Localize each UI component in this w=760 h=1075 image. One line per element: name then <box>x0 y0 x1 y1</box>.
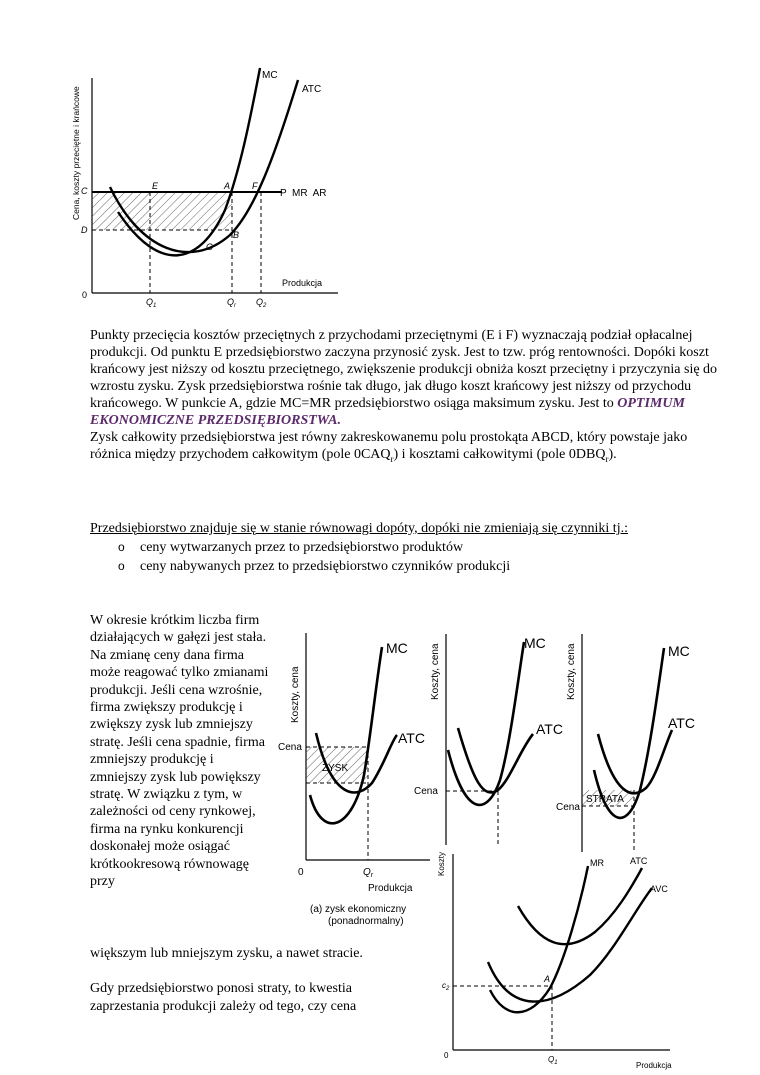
tick-qr: $Q_r$ <box>227 297 237 309</box>
price-label: Cena <box>556 802 580 813</box>
mc-label: MC <box>524 635 546 651</box>
origin-label: 0 <box>82 290 88 300</box>
tick-q1: $Q_1$ <box>548 1055 558 1066</box>
point-f: F <box>252 181 258 191</box>
profit-label: ZYSK <box>322 763 349 774</box>
paragraph-optimum: Punkty przecięcia kosztów przeciętnych z przychodami przeciętnymi (E i F) wyznaczają podział opłacalnej produkcji. Od punktu E przedsiębiorstwo zaczyna przynosić zysk. Jest to tzw. próg rentowności. Dopóki koszt krańcowy jest niższy od kosztu przeciętnego, zwiększenie produkcji obniża koszt przeciętny i przyczynia się do wzrostu zysku. Zysk przedsiębiorstwa rośnie tak długo, jak długo koszt krańcowy jest niższy od przychodu krańcowego. W punkcie A, gdzie MC=MR przedsiębiorstwo osiąga maksimum zysku. Jest to OPTIMUM EKONOMICZNE PRZEDSIĘBIORSTWA. Zysk całkowity przedsiębiorstwa jest równy zakreskowanemu polu prostokąta ABCD, który powstaje jako różnica między przychodem całkowitym (pole $0CAQ_r$) i kosztami całkowitymi (pole $0DBQ_r$). <box>90 328 718 464</box>
chart-profit-maximization <box>70 60 350 310</box>
caption-line1: (a) zysk ekonomiczny <box>310 904 407 915</box>
mc-curve <box>448 642 524 805</box>
mr-label: MR <box>590 858 604 868</box>
mc-label: MC <box>668 643 690 659</box>
chart-economic-profit <box>272 625 437 930</box>
point-c: C <box>81 186 88 196</box>
avc-label: AVC <box>650 884 668 894</box>
profit-area <box>92 192 232 230</box>
x-axis-label: Produkcja <box>368 883 413 894</box>
atc-label: ATC <box>398 730 425 746</box>
chart-loss <box>556 630 712 855</box>
origin-label: 0 <box>298 867 304 878</box>
atc-label: ATC <box>302 84 322 95</box>
y-axis-label: Koszty, cena <box>290 666 301 723</box>
origin-label: 0 <box>444 1051 449 1060</box>
emphasis-optimum: OPTIMUM EKONOMICZNE PRZEDSIĘBIORSTWA <box>90 396 685 428</box>
loss-text: Gdy przedsiębiorstwo ponosi straty, to kwestia zaprzestania produkcji zależy od tego, czy cena <box>90 981 357 1014</box>
y-axis-label: Koszty, cena <box>430 643 441 700</box>
c2-label: $c_2$ <box>442 981 450 992</box>
y-axis-label: Koszty <box>437 851 446 876</box>
price-line-label: P MR AR <box>280 188 327 199</box>
equilibrium-list <box>118 538 510 576</box>
short-run-text: W okresie krótkim liczba firm działających w gałęzi jest stała. Na zmianę ceny dana firma może reagować tylko zmianami produkcji. Jeśli cena wzrośnie, firma zwiększy produkcję i zwiększy zysk lub zmniejszy stratę. Jeśli cena spadnie, firma zmniejszy produkcję i zmniejszy zysk lub powiększy stratę. W związku z tym, w zależności od ceny rynkowej, firma na rynku konkurencji doskonałej może osiągać krótkookresową równowagę przy <box>90 613 269 890</box>
tick-qr: $Q_r$ <box>363 867 374 879</box>
point-e: E <box>152 181 159 191</box>
atc-label: ATC <box>668 715 695 731</box>
x-axis-label: Produkcja <box>282 278 323 288</box>
short-run-tail: większym lub mniejszym zysku, a nawet stracie. <box>90 946 363 961</box>
x-axis-label: Produkcja <box>636 1061 672 1070</box>
atc-curve <box>458 728 533 792</box>
chart-normal-profit <box>414 630 568 850</box>
point-b: B <box>233 230 240 240</box>
atc-label: ATC <box>536 721 563 737</box>
list-item: o ceny wytwarzanych przez to przedsiębiorstwo produktów <box>118 540 464 555</box>
mc-label: MC <box>262 70 278 81</box>
atc-label: ATC <box>630 856 648 866</box>
price-label: Cena <box>414 786 438 797</box>
point-a: A <box>544 974 551 984</box>
mc-label: MC <box>386 640 408 656</box>
price-label: Cena <box>278 742 302 753</box>
loss-label: STRATA <box>586 794 624 805</box>
tick-q1: $Q_1$ <box>146 297 157 309</box>
y-axis-label: Cena, koszty przeciętne i krańcowe <box>71 86 81 220</box>
point-d: D <box>81 225 88 235</box>
point-g: G <box>206 242 214 252</box>
caption-line2: (ponadnormalny) <box>328 916 404 927</box>
atc-curve <box>598 730 672 793</box>
point-a: A <box>224 181 231 191</box>
list-item: o ceny nabywanych przez to przedsiębiorstwo czynników produkcji <box>118 559 511 574</box>
tick-q2: $Q_2$ <box>256 297 267 309</box>
y-axis-label: Koszty, cena <box>566 643 577 700</box>
mc-curve <box>310 647 382 823</box>
chart-shutdown <box>430 850 680 1075</box>
equilibrium-heading: Przedsiębiorstwo znajduje się w stanie równowagi dopóty, dopóki nie zmieniają się czynniki tj.: <box>90 521 628 536</box>
